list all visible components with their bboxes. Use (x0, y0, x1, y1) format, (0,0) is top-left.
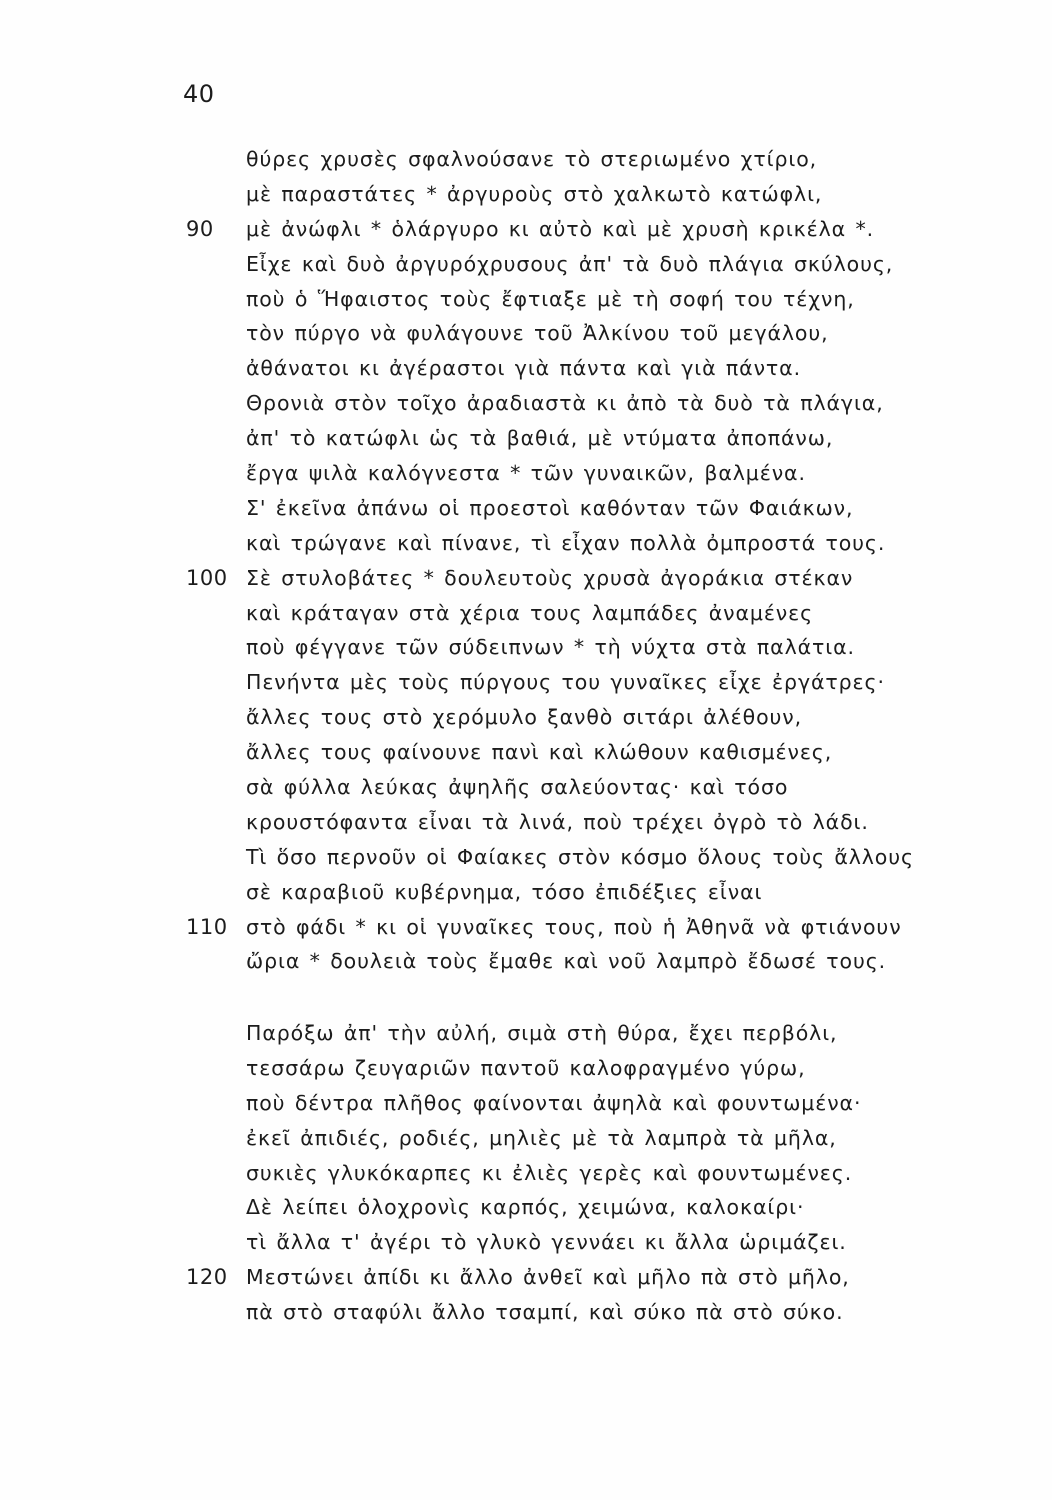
verse-text: Τὶ ὅσο περνοῦν οἱ Φαίακες στὸν κόσμο ὅλους τοὺς ἄλλους (246, 844, 914, 869)
verse-text: μὲ παραστάτες * ἀργυροὺς στὸ χαλκωτὸ κατώφλι, (246, 181, 823, 206)
verse-line (0, 1086, 1052, 1121)
verse-line (0, 910, 1052, 945)
verse-line (0, 421, 1052, 456)
verse-text: θύρες χρυσὲς σφαλνούσανε τὸ στεριωμένο χτίριο, (246, 147, 818, 171)
verse-text: Σὲ στυλοβάτες * δουλευτοὺς χρυσὰ ἀγοράκια στέκαν (246, 565, 854, 590)
verse-text: τὸν πύργο νὰ φυλάγουνε τοῦ Ἀλκίνου τοῦ μεγάλου, (246, 321, 829, 346)
verse-text: Σ' ἐκεῖνα ἀπάνω οἱ προεστοὶ καθόνταν τῶν Φαιάκων, (246, 495, 854, 520)
verse-text: ἀπ' τὸ κατώφλι ὡς τὰ βαθιά, μὲ ντύματα ἀποπάνω, (246, 426, 834, 451)
verse-text: Εἶχε καὶ δυὸ ἀργυρόχρυσους ἀπ' τὰ δυὸ πλάγια σκύλους, (246, 251, 894, 276)
verse-text: συκιὲς γλυκόκαρπες κι ἐλιὲς γερὲς καὶ φουντωμένες. (246, 1160, 853, 1185)
verse-line (0, 1260, 1052, 1295)
stanza-1 (0, 142, 1052, 979)
verse-text: Παρόξω ἀπ' τὴν αὐλή, σιμὰ στὴ θύρα, ἔχει περβόλι, (246, 1021, 838, 1045)
verse-line (0, 1121, 1052, 1156)
verse-line (0, 875, 1052, 910)
verse-text: ὤρια * δουλειὰ τοὺς ἔμαθε καὶ νοῦ λαμπρὸ ἔδωσέ τους. (246, 949, 887, 974)
verse-text: ἐκεῖ ἀπιδιές, ροδιές, μηλιὲς μὲ τὰ λαμπρὰ τὰ μῆλα, (246, 1125, 837, 1150)
verse-text: Πενήντα μὲς τοὺς πύργους του γυναῖκες εἶχε ἐργάτρες· (246, 670, 885, 695)
verse-line (0, 282, 1052, 317)
verse-line (0, 142, 1052, 177)
verse-line (0, 351, 1052, 386)
verse-line (0, 1225, 1052, 1260)
verse-line (0, 491, 1052, 526)
line-number: 120 (186, 1265, 228, 1290)
verse-line (0, 1156, 1052, 1191)
verse-line (0, 1190, 1052, 1225)
verse-text: τεσσάρω ζευγαριῶν παντοῦ καλοφραγμένο γύρω, (246, 1055, 806, 1080)
verse-line (0, 665, 1052, 700)
verse-line (0, 456, 1052, 491)
stanza-2 (0, 1016, 1052, 1330)
verse-line (0, 596, 1052, 631)
verse-text: Θρονιὰ στὸν τοῖχο ἀραδιαστὰ κι ἀπὸ τὰ δυὸ τὰ πλάγια, (246, 391, 884, 416)
verse-line (0, 700, 1052, 735)
verse-line (0, 561, 1052, 596)
verse-text: Μεστώνει ἀπίδι κι ἄλλο ἀνθεῖ καὶ μῆλο πὰ στὸ μῆλο, (246, 1265, 850, 1290)
verse-line (0, 944, 1052, 979)
verse-line (0, 840, 1052, 875)
verse-line (0, 212, 1052, 247)
verse-text: καὶ τρώγανε καὶ πίνανε, τὶ εἶχαν πολλὰ ὀμπροστά τους. (246, 530, 886, 555)
verse-line (0, 630, 1052, 665)
verse-line (0, 386, 1052, 421)
verse-text: ποὺ φέγγανε τῶν σύδειπνων * τὴ νύχτα στὰ παλάτια. (246, 635, 855, 660)
verse-line (0, 770, 1052, 805)
verse-text: μὲ ἀνώφλι * ὁλάργυρο κι αὐτὸ καὶ μὲ χρυσὴ κρικέλα *. (246, 216, 875, 241)
verse-text: ἄλλες τους στὸ χερόμυλο ξανθὸ σιτάρι ἀλέθουν, (246, 705, 803, 730)
verse-text: πὰ στὸ σταφύλι ἄλλο τσαμπί, καὶ σύκο πὰ στὸ σύκο. (246, 1300, 844, 1325)
verse-line (0, 1016, 1052, 1051)
verse-text: ἔργα ψιλὰ καλόγνεστα * τῶν γυναικῶν, βαλμένα. (246, 461, 806, 486)
page-number: 40 (183, 80, 215, 108)
line-number: 110 (186, 914, 228, 939)
verse-line (0, 805, 1052, 840)
verse-line (0, 526, 1052, 561)
verse-line (0, 735, 1052, 770)
verse-text: Δὲ λείπει ὁλοχρονὶς καρπός, χειμώνα, καλοκαίρι· (246, 1195, 805, 1220)
verse-text: ἄλλες τους φαίνουνε πανὶ καὶ κλώθουν καθισμένες, (246, 740, 833, 765)
verse-text: σὰ φύλλα λεύκας ἀψηλῆς σαλεύοντας· καὶ τόσο (246, 775, 789, 800)
verse-text: στὸ φάδι * κι οἱ γυναῖκες τους, ποὺ ἡ Ἀθηνᾶ νὰ φτιάνουν (246, 914, 902, 939)
verse-text: ποὺ δέντρα πλῆθος φαίνονται ἀψηλὰ καὶ φουντωμένα· (246, 1090, 862, 1115)
verse-line (0, 316, 1052, 351)
verse-line (0, 1051, 1052, 1086)
line-number: 90 (186, 216, 214, 241)
verse-text: σὲ καραβιοῦ κυβέρνημα, τόσο ἐπιδέξιες εἶναι (246, 879, 763, 904)
verse-text: κρουστόφαντα εἶναι τὰ λινά, ποὺ τρέχει ὀγρὸ τὸ λάδι. (246, 809, 869, 834)
verse-text: ποὺ ὁ Ἥφαιστος τοὺς ἔφτιαξε μὲ τὴ σοφή του τέχνη, (246, 286, 855, 311)
verse-line (0, 247, 1052, 282)
verse-line (0, 177, 1052, 212)
verse-text: ἀθάνατοι κι ἀγέραστοι γιὰ πάντα καὶ γιὰ πάντα. (246, 356, 801, 381)
line-number: 100 (186, 565, 228, 590)
verse-text: τὶ ἄλλα τ' ἀγέρι τὸ γλυκὸ γεννάει κι ἄλλα ὡριμάζει. (246, 1230, 847, 1255)
verse-text: καὶ κράταγαν στὰ χέρια τους λαμπάδες ἀναμένες (246, 600, 814, 625)
verse-line (0, 1295, 1052, 1330)
